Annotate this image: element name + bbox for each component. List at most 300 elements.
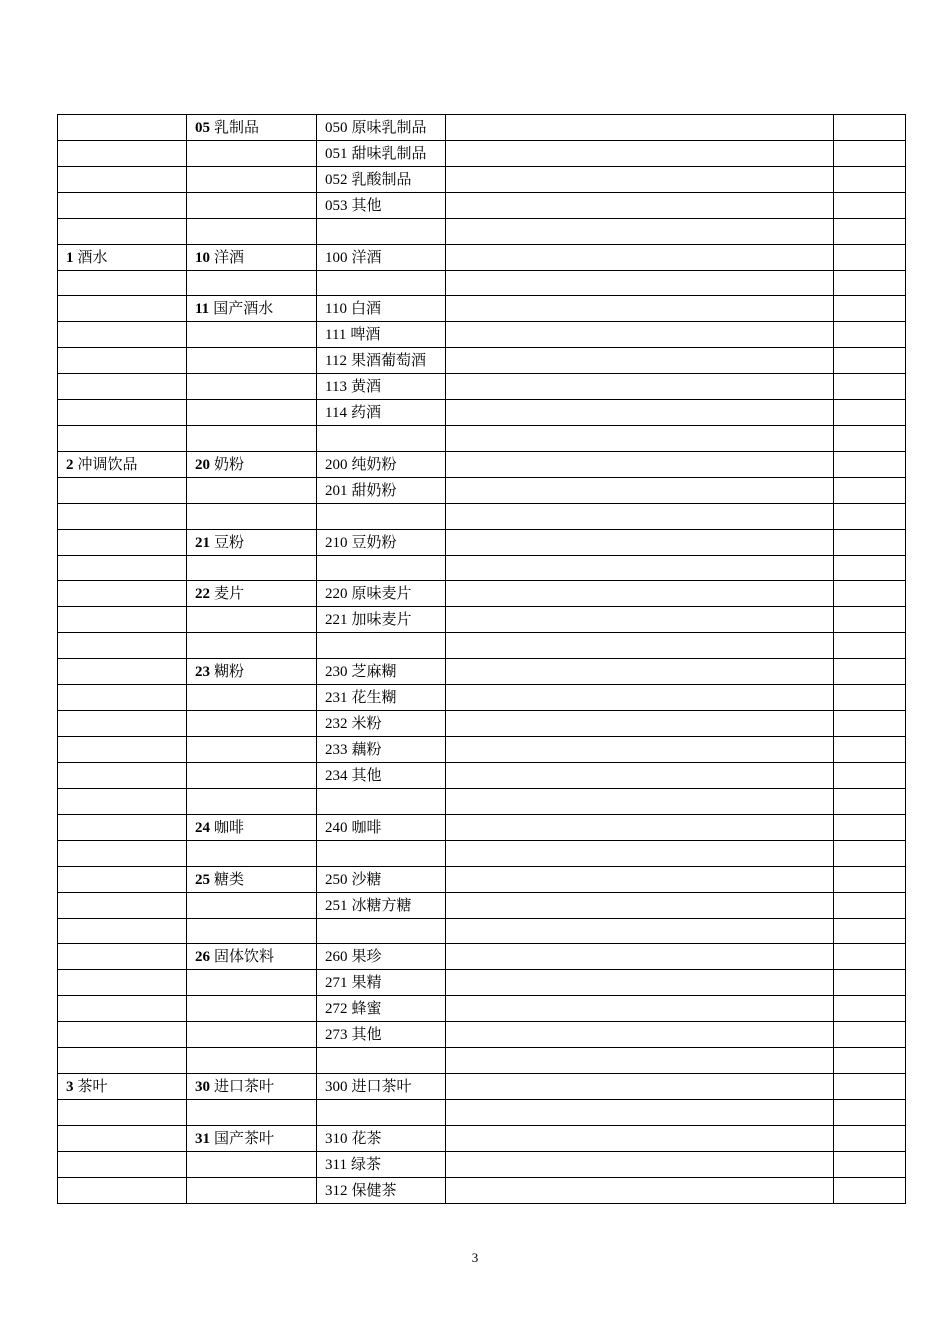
remark-cell xyxy=(834,1022,906,1048)
mid-category-cell xyxy=(187,944,317,970)
mid-category-cell xyxy=(187,685,317,711)
remark-cell xyxy=(834,1073,906,1099)
sub-category-cell xyxy=(317,581,446,607)
sub-category-cell-code: 113 xyxy=(325,379,347,396)
remark-cell xyxy=(834,970,906,996)
sub-category-cell-code: 051 xyxy=(325,146,348,162)
sub-category-cell-code: 251 xyxy=(325,897,348,914)
mid-category-cell-label: 咖啡 xyxy=(214,817,245,836)
remark-cell xyxy=(834,633,906,659)
remark-cell xyxy=(834,1099,906,1125)
table-row xyxy=(58,892,906,918)
table-row xyxy=(58,322,906,348)
description-cell xyxy=(446,1099,834,1125)
sub-category-cell-label: 花茶 xyxy=(351,1128,382,1147)
table-row xyxy=(58,581,906,607)
sub-category-cell-code: 221 xyxy=(325,612,348,629)
sub-category-cell-code: 233 xyxy=(325,742,348,759)
major-category-cell xyxy=(58,581,187,607)
mid-category-cell-label: 奶粉 xyxy=(214,455,245,474)
description-cell xyxy=(446,814,834,840)
sub-category-cell-code: 220 xyxy=(325,586,348,603)
mid-category-cell-code: 26 xyxy=(195,949,210,966)
mid-category-cell-label: 麦片 xyxy=(214,584,245,603)
mid-category-cell xyxy=(187,1125,317,1151)
sub-category-cell-code: 300 xyxy=(325,1078,348,1095)
table-row xyxy=(58,1151,906,1177)
remark-cell xyxy=(834,607,906,633)
sub-category-cell xyxy=(317,504,446,530)
mid-category-cell-code: 20 xyxy=(195,457,210,474)
major-category-cell xyxy=(58,115,187,141)
sub-category-cell xyxy=(317,1073,446,1099)
remark-cell xyxy=(834,685,906,711)
sub-category-cell-code: 240 xyxy=(325,819,348,836)
sub-category-cell xyxy=(317,167,446,193)
table-row xyxy=(58,193,906,219)
table-row xyxy=(58,400,906,426)
sub-category-cell xyxy=(317,115,446,141)
table-row xyxy=(58,219,906,245)
table-row xyxy=(58,1073,906,1099)
major-category-cell-code: 1 xyxy=(66,249,74,266)
sub-category-cell-label: 甜奶粉 xyxy=(351,481,397,500)
sub-category-cell xyxy=(317,219,446,245)
description-cell xyxy=(446,685,834,711)
mid-category-cell xyxy=(187,555,317,581)
remark-cell xyxy=(834,322,906,348)
major-category-cell xyxy=(58,555,187,581)
remark-cell xyxy=(834,892,906,918)
remark-cell xyxy=(834,789,906,815)
mid-category-cell xyxy=(187,219,317,245)
major-category-cell xyxy=(58,685,187,711)
sub-category-cell xyxy=(317,555,446,581)
remark-cell xyxy=(834,219,906,245)
remark-cell xyxy=(834,1151,906,1177)
description-cell xyxy=(446,892,834,918)
sub-category-cell-code: 100 xyxy=(325,249,348,266)
mid-category-cell xyxy=(187,400,317,426)
remark-cell xyxy=(834,270,906,296)
mid-category-cell xyxy=(187,1151,317,1177)
mid-category-cell-label: 乳制品 xyxy=(214,118,260,136)
remark-cell xyxy=(834,711,906,737)
major-category-cell xyxy=(58,866,187,892)
mid-category-cell-label: 国产酒水 xyxy=(213,299,274,318)
table-row xyxy=(58,1177,906,1203)
mid-category-cell xyxy=(187,763,317,789)
major-category-cell xyxy=(58,944,187,970)
sub-category-cell xyxy=(317,270,446,296)
major-category-cell xyxy=(58,1022,187,1048)
remark-cell xyxy=(834,944,906,970)
sub-category-cell-label: 果精 xyxy=(351,973,382,992)
sub-category-cell xyxy=(317,866,446,892)
table-row xyxy=(58,659,906,685)
description-cell xyxy=(446,1048,834,1074)
table-row xyxy=(58,426,906,452)
mid-category-cell xyxy=(187,1099,317,1125)
remark-cell xyxy=(834,1125,906,1151)
sub-category-cell-label: 豆奶粉 xyxy=(351,532,397,551)
table-row xyxy=(58,918,906,944)
sub-category-cell-code: 200 xyxy=(325,457,348,474)
category-table-body xyxy=(58,115,906,1204)
major-category-cell-code: 2 xyxy=(66,457,74,474)
major-category-cell-label: 酒水 xyxy=(77,247,108,266)
sub-category-cell xyxy=(317,892,446,918)
description-cell xyxy=(446,322,834,348)
table-row xyxy=(58,1048,906,1074)
description-cell xyxy=(446,1022,834,1048)
mid-category-cell xyxy=(187,529,317,555)
table-row xyxy=(58,685,906,711)
sub-category-cell xyxy=(317,529,446,555)
sub-category-cell xyxy=(317,1048,446,1074)
sub-category-cell xyxy=(317,685,446,711)
description-cell xyxy=(446,581,834,607)
mid-category-cell xyxy=(187,374,317,400)
sub-category-cell-code: 210 xyxy=(325,534,348,551)
table-row xyxy=(58,737,906,763)
remark-cell xyxy=(834,581,906,607)
remark-cell xyxy=(834,918,906,944)
table-row xyxy=(58,840,906,866)
description-cell xyxy=(446,944,834,970)
mid-category-cell xyxy=(187,659,317,685)
mid-category-cell xyxy=(187,711,317,737)
mid-category-cell xyxy=(187,866,317,892)
sub-category-cell-code: 234 xyxy=(325,768,348,785)
table-row xyxy=(58,504,906,530)
sub-category-cell-label: 其他 xyxy=(351,1025,382,1044)
mid-category-cell xyxy=(187,789,317,815)
sub-category-cell xyxy=(317,789,446,815)
description-cell xyxy=(446,763,834,789)
sub-category-cell-code: 260 xyxy=(325,949,348,966)
mid-category-cell-code: 10 xyxy=(195,249,210,266)
sub-category-cell xyxy=(317,711,446,737)
sub-category-cell-code: 250 xyxy=(325,871,348,888)
remark-cell xyxy=(834,348,906,374)
major-category-cell xyxy=(58,892,187,918)
description-cell xyxy=(446,1125,834,1151)
major-category-cell xyxy=(58,1125,187,1151)
mid-category-cell xyxy=(187,996,317,1022)
description-cell xyxy=(446,167,834,193)
table-row xyxy=(58,814,906,840)
major-category-cell xyxy=(58,296,187,322)
major-category-cell xyxy=(58,1073,187,1099)
mid-category-cell xyxy=(187,296,317,322)
mid-category-cell-label: 进口茶叶 xyxy=(214,1076,275,1095)
sub-category-cell xyxy=(317,1151,446,1177)
description-cell xyxy=(446,789,834,815)
major-category-cell-label: 冲调饮品 xyxy=(77,455,138,474)
sub-category-cell-label: 果酒葡萄酒 xyxy=(350,351,426,370)
major-category-cell xyxy=(58,193,187,219)
sub-category-cell-label: 芝麻糊 xyxy=(351,662,397,681)
sub-category-cell xyxy=(317,452,446,478)
sub-category-cell-label: 绿茶 xyxy=(350,1154,381,1173)
mid-category-cell xyxy=(187,115,317,141)
mid-category-cell xyxy=(187,322,317,348)
mid-category-cell xyxy=(187,270,317,296)
sub-category-cell xyxy=(317,400,446,426)
mid-category-cell-code: 31 xyxy=(195,1130,210,1147)
major-category-cell-label: 茶叶 xyxy=(77,1076,108,1095)
mid-category-cell xyxy=(187,348,317,374)
sub-category-cell xyxy=(317,918,446,944)
sub-category-cell-label: 药酒 xyxy=(350,403,381,422)
sub-category-cell-label: 加味麦片 xyxy=(351,610,412,629)
major-category-cell xyxy=(58,452,187,478)
description-cell xyxy=(446,918,834,944)
remark-cell xyxy=(834,866,906,892)
sub-category-cell xyxy=(317,244,446,270)
sub-category-cell xyxy=(317,1099,446,1125)
description-cell xyxy=(446,1073,834,1099)
mid-category-cell-label: 糖类 xyxy=(214,869,245,888)
sub-category-cell-label: 沙糖 xyxy=(351,869,382,888)
mid-category-cell-code: 23 xyxy=(195,664,210,681)
mid-category-cell-code: 05 xyxy=(195,120,210,136)
sub-category-cell-code: 052 xyxy=(325,172,348,188)
sub-category-cell xyxy=(317,763,446,789)
sub-category-cell xyxy=(317,374,446,400)
mid-category-cell-label: 固体饮料 xyxy=(214,947,275,966)
table-row xyxy=(58,633,906,659)
sub-category-cell xyxy=(317,1125,446,1151)
remark-cell xyxy=(834,763,906,789)
remark-cell xyxy=(834,996,906,1022)
table-row xyxy=(58,996,906,1022)
remark-cell xyxy=(834,141,906,167)
table-row xyxy=(58,763,906,789)
sub-category-cell-label: 其他 xyxy=(351,196,382,214)
sub-category-cell-label: 啤酒 xyxy=(350,325,381,344)
remark-cell xyxy=(834,840,906,866)
table-row xyxy=(58,944,906,970)
sub-category-cell-code: 110 xyxy=(325,301,347,318)
major-category-cell xyxy=(58,1099,187,1125)
mid-category-cell xyxy=(187,167,317,193)
mid-category-cell xyxy=(187,840,317,866)
mid-category-cell-code: 21 xyxy=(195,534,210,551)
remark-cell xyxy=(834,193,906,219)
mid-category-cell-code: 11 xyxy=(195,301,210,318)
description-cell xyxy=(446,452,834,478)
major-category-cell xyxy=(58,1177,187,1203)
major-category-cell xyxy=(58,478,187,504)
sub-category-cell xyxy=(317,1177,446,1203)
major-category-cell xyxy=(58,504,187,530)
description-cell xyxy=(446,193,834,219)
remark-cell xyxy=(834,452,906,478)
description-cell xyxy=(446,348,834,374)
remark-cell xyxy=(834,555,906,581)
description-cell xyxy=(446,970,834,996)
sub-category-cell-code: 050 xyxy=(325,120,348,136)
table-row xyxy=(58,244,906,270)
table-row xyxy=(58,1099,906,1125)
table-row xyxy=(58,478,906,504)
major-category-cell xyxy=(58,244,187,270)
sub-category-cell-code: 271 xyxy=(325,975,348,992)
mid-category-cell xyxy=(187,426,317,452)
table-row xyxy=(58,452,906,478)
mid-category-cell xyxy=(187,1022,317,1048)
remark-cell xyxy=(834,167,906,193)
sub-category-cell xyxy=(317,840,446,866)
sub-category-cell xyxy=(317,633,446,659)
sub-category-cell-label: 保健茶 xyxy=(351,1180,397,1199)
sub-category-cell xyxy=(317,193,446,219)
mid-category-cell-code: 24 xyxy=(195,819,210,836)
remark-cell xyxy=(834,400,906,426)
major-category-cell xyxy=(58,840,187,866)
major-category-cell xyxy=(58,711,187,737)
sub-category-cell-label: 咖啡 xyxy=(351,817,382,836)
mid-category-cell-label: 糊粉 xyxy=(214,662,245,681)
description-cell xyxy=(446,711,834,737)
sub-category-cell-code: 272 xyxy=(325,1001,348,1018)
sub-category-cell xyxy=(317,426,446,452)
remark-cell xyxy=(834,1177,906,1203)
major-category-cell xyxy=(58,737,187,763)
remark-cell xyxy=(834,1048,906,1074)
description-cell xyxy=(446,400,834,426)
remark-cell xyxy=(834,659,906,685)
sub-category-cell-label: 进口茶叶 xyxy=(351,1076,412,1095)
description-cell xyxy=(446,478,834,504)
mid-category-cell xyxy=(187,244,317,270)
major-category-cell-code: 3 xyxy=(66,1078,74,1095)
major-category-cell xyxy=(58,918,187,944)
sub-category-cell xyxy=(317,996,446,1022)
mid-category-cell xyxy=(187,892,317,918)
remark-cell xyxy=(834,814,906,840)
description-cell xyxy=(446,555,834,581)
remark-cell xyxy=(834,504,906,530)
sub-category-cell-code: 232 xyxy=(325,716,348,733)
major-category-cell xyxy=(58,400,187,426)
table-row xyxy=(58,296,906,322)
major-category-cell xyxy=(58,607,187,633)
sub-category-cell xyxy=(317,1022,446,1048)
table-row xyxy=(58,348,906,374)
mid-category-cell xyxy=(187,141,317,167)
sub-category-cell xyxy=(317,659,446,685)
sub-category-cell-label: 原味麦片 xyxy=(351,584,412,603)
major-category-cell xyxy=(58,996,187,1022)
sub-category-cell-label: 白酒 xyxy=(350,299,381,318)
description-cell xyxy=(446,659,834,685)
sub-category-cell-label: 乳酸制品 xyxy=(351,170,412,188)
description-cell xyxy=(446,504,834,530)
sub-category-cell-code: 311 xyxy=(325,1156,347,1173)
mid-category-cell-label: 国产茶叶 xyxy=(214,1128,275,1147)
description-cell xyxy=(446,1151,834,1177)
sub-category-cell xyxy=(317,970,446,996)
major-category-cell xyxy=(58,322,187,348)
page-number: 3 xyxy=(471,1250,479,1265)
table-row xyxy=(58,711,906,737)
sub-category-cell-label: 其他 xyxy=(351,766,382,785)
major-category-cell xyxy=(58,763,187,789)
major-category-cell xyxy=(58,659,187,685)
sub-category-cell-label: 藕粉 xyxy=(351,740,382,759)
sub-category-cell-code: 230 xyxy=(325,664,348,681)
mid-category-cell xyxy=(187,504,317,530)
sub-category-cell-code: 111 xyxy=(325,327,347,344)
sub-category-cell-label: 蜂蜜 xyxy=(351,999,382,1018)
remark-cell xyxy=(834,529,906,555)
table-row xyxy=(58,789,906,815)
table-row xyxy=(58,374,906,400)
description-cell xyxy=(446,219,834,245)
major-category-cell xyxy=(58,529,187,555)
description-cell xyxy=(446,633,834,659)
description-cell xyxy=(446,115,834,141)
description-cell xyxy=(446,737,834,763)
sub-category-cell-code: 231 xyxy=(325,690,348,707)
table-row xyxy=(58,141,906,167)
table-row xyxy=(58,555,906,581)
major-category-cell xyxy=(58,1151,187,1177)
sub-category-cell-code: 053 xyxy=(325,198,348,214)
major-category-cell xyxy=(58,789,187,815)
mid-category-cell xyxy=(187,1048,317,1074)
table-row xyxy=(58,607,906,633)
major-category-cell xyxy=(58,1048,187,1074)
mid-category-cell xyxy=(187,1073,317,1099)
sub-category-cell-code: 310 xyxy=(325,1130,348,1147)
sub-category-cell-label: 米粉 xyxy=(351,714,382,733)
major-category-cell xyxy=(58,141,187,167)
description-cell xyxy=(446,1177,834,1203)
sub-category-cell-code: 201 xyxy=(325,483,348,500)
description-cell xyxy=(446,840,834,866)
sub-category-cell-label: 冰糖方糖 xyxy=(351,895,412,914)
description-cell xyxy=(446,607,834,633)
mid-category-cell xyxy=(187,737,317,763)
remark-cell xyxy=(834,374,906,400)
sub-category-cell-code: 114 xyxy=(325,405,347,422)
sub-category-cell xyxy=(317,944,446,970)
sub-category-cell-label: 洋酒 xyxy=(351,247,382,266)
table-row xyxy=(58,970,906,996)
major-category-cell xyxy=(58,270,187,296)
sub-category-cell xyxy=(317,607,446,633)
table-row xyxy=(58,866,906,892)
sub-category-cell xyxy=(317,814,446,840)
sub-category-cell-label: 果珍 xyxy=(351,947,382,966)
table-row xyxy=(58,1125,906,1151)
major-category-cell xyxy=(58,374,187,400)
major-category-cell xyxy=(58,167,187,193)
sub-category-cell xyxy=(317,478,446,504)
sub-category-cell xyxy=(317,296,446,322)
description-cell xyxy=(446,270,834,296)
table-row xyxy=(58,115,906,141)
major-category-cell xyxy=(58,219,187,245)
mid-category-cell xyxy=(187,581,317,607)
sub-category-cell-code: 312 xyxy=(325,1182,348,1199)
sub-category-cell xyxy=(317,322,446,348)
sub-category-cell-code: 273 xyxy=(325,1027,348,1044)
